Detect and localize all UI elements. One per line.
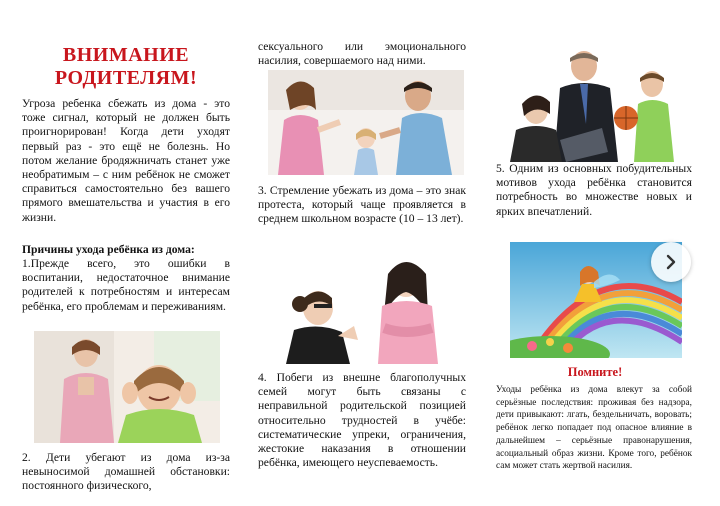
intro-paragraph: Угроза ребенка сбежать из дома - это тоже сигнал, который не должен быть проигнорирован! Когда дети уходят первый раз - это ещё не болезнь. Но потом желание бродяжничать станет уже необратимым – с ним ребёнок не сможет справиться самостоятельно без вашего прямого вмешательства и участия в его жизни.: [22, 97, 230, 224]
reason-1-paragraph: 1.Прежде всего, это ошибки в воспитании, недостаточное внимание родителей к потребностям и интересам ребёнка, его проблемам и переживаниям.: [22, 257, 230, 313]
photo-angry-girl: [34, 331, 220, 443]
photo-parents-arguing: [268, 70, 464, 175]
column-1: [22, 0, 230, 506]
page-title: [22, 44, 230, 90]
photo-woman-begging-girl: [266, 244, 462, 364]
reason-5-paragraph: 5. Одним из основных побудительных мотивов ухода ребёнка становится потребность во множестве новых и ярких впечатлений.: [496, 162, 692, 218]
reason-2-paragraph: 2. Дети убегают из дома из-за невыносимой домашней обстановки: постоянного физического,: [22, 451, 230, 493]
chevron-right-icon: [662, 253, 680, 271]
notice-text: Уходы ребёнка из дома влекут за собой серьёзные последствия: проживая без надзора, дети привыкают: лгать, бездельничать, воровать; ребёнок легко попадает под опасное влияние в дальнейшем – серьёзные правонарушения, асоциальный образ жизни. Кроме того, ребёнок сам может стать жертвой насилия.: [496, 385, 692, 472]
next-slide-button[interactable]: [651, 242, 691, 282]
notice-title: Помните!: [567, 365, 623, 379]
column-2: [258, 0, 466, 506]
title-line-1: ВНИМАНИЕ: [62, 44, 190, 66]
reason-2-continuation: сексуального или эмоционального насилия, совершаемого над ними.: [258, 40, 466, 68]
title-line-2: РОДИТЕЛЯМ!: [54, 67, 198, 89]
photo-busy-parents-boy: [502, 44, 688, 162]
reason-4-paragraph: 4. Побеги из внешне благополучных семей могут быть связаны с неправильной родительской позицией относительно трудностей в учёбе: систематические упреки, ограничения, жестокие наказания в отношении ребёнка, имеющего неуспеваемость.: [258, 371, 466, 470]
reasons-heading: Причины ухода ребёнка из дома:: [22, 243, 195, 256]
reason-3-paragraph: 3. Стремление убежать из дома – это знак протеста, который чаще проявляется в среднем школьном возрасте (10 – 13 лет).: [258, 184, 466, 226]
